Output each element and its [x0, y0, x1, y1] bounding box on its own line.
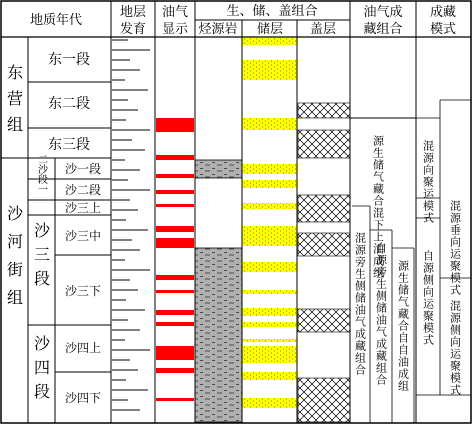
- reservoir-band: [242, 398, 297, 408]
- reservoir-band: [242, 180, 297, 188]
- oil-show-bar: [156, 204, 194, 207]
- formation-dongying: 东营组: [4, 64, 24, 142]
- reservoir-band: [242, 164, 297, 174]
- reservoir-band: [242, 118, 297, 130]
- reservoir-band: [242, 346, 297, 363]
- mode-mixed-source-lateral-migration: 混源侧向运聚模式: [448, 300, 462, 396]
- oil-show-bar: [156, 226, 194, 232]
- header-source: 烃源岩: [198, 22, 238, 37]
- combo-mixed-source-lower-generation-upper-storage: 源生储气藏合混下上油成组: [371, 135, 385, 279]
- submember-d2: 东二段: [48, 96, 90, 112]
- header-show-bot: 显示: [161, 22, 189, 37]
- header-cap: 盖层: [309, 22, 337, 37]
- oil-show-bar: [156, 346, 194, 360]
- submember-d3: 东三段: [48, 137, 90, 153]
- combo-mixed-source-side-storage: 混源旁生侧储油气成藏组合: [353, 232, 367, 376]
- oil-show-bar: [156, 238, 194, 248]
- oil-show-bar: [156, 190, 194, 194]
- submember-s3u: 沙三上: [64, 201, 102, 215]
- oil-show-bar: [156, 322, 194, 326]
- oil-show-bar: [156, 290, 194, 293]
- submember-s4l: 沙四下: [64, 391, 102, 405]
- oil-show-bar: [156, 275, 194, 280]
- cap-rock-column: [298, 103, 350, 422]
- reservoir-band: [242, 308, 297, 316]
- reservoir-band: [242, 203, 297, 209]
- header-dev-bot: 发育: [119, 22, 147, 37]
- header-dev-top: 地层: [119, 5, 147, 20]
- member-sha4: 沙四段: [31, 335, 51, 407]
- reservoir-band: [242, 226, 297, 246]
- combo-self-generation-self-storage: 源生储气藏合自自油成组: [396, 260, 410, 392]
- oil-show-bar: [156, 398, 194, 401]
- mode-mixed-source-vertical-migration-upper: 混源向聚运模式: [421, 140, 435, 224]
- reservoir-band: [242, 60, 297, 80]
- header-era: 地质年代: [29, 13, 83, 28]
- submember-s2b: 沙二段: [64, 183, 102, 197]
- oil-show-column: [156, 118, 194, 401]
- reservoir-band: [242, 262, 297, 272]
- oil-show-bar: [156, 368, 194, 373]
- submember-s1: 沙一段: [64, 162, 102, 176]
- submember-d1: 东一段: [48, 52, 90, 68]
- oil-show-bar: [156, 174, 194, 178]
- header-combo-top: 油气成: [363, 5, 403, 20]
- reservoir-band: [242, 322, 297, 327]
- submember-s3m: 沙三中: [64, 229, 102, 243]
- header-group: 生、储、盖组合: [226, 4, 318, 19]
- oil-show-bar: [156, 155, 194, 160]
- mode-mixed-source-vertical-migration: 混源垂向运聚模式: [448, 200, 462, 296]
- combo-self-source-side-storage: 自源旁生侧储油气成藏组合: [374, 242, 388, 386]
- header-mode-bot: 模式: [429, 22, 457, 37]
- cap-rock-band: [298, 233, 350, 256]
- cap-rock-band: [298, 195, 350, 222]
- strata-development-column: [112, 40, 150, 410]
- cap-rock-band: [298, 378, 350, 422]
- source-rock-band: [195, 160, 242, 178]
- header-show-top: 油气: [161, 5, 189, 20]
- member-sha3: 沙三段: [31, 222, 51, 294]
- oil-show-bar: [156, 118, 194, 132]
- oil-show-bar: [156, 310, 194, 315]
- reservoir-band: [242, 290, 297, 294]
- formation-shahejie: 沙河街组: [4, 205, 24, 317]
- cap-rock-band: [298, 130, 350, 158]
- reservoir-band: [242, 38, 297, 45]
- mode-self-source-lateral-migration: 自源侧向运聚模式: [421, 250, 435, 346]
- cap-rock-band: [298, 103, 350, 118]
- source-rock-band: [195, 248, 242, 422]
- submember-s4u: 沙四上: [64, 341, 102, 355]
- reservoir-band: [242, 372, 297, 380]
- header-mode-top: 成藏: [429, 5, 457, 20]
- header-reservoir: 储层: [256, 22, 284, 37]
- reservoir-band: [242, 339, 297, 342]
- submember-s2: 二沙段一: [35, 154, 47, 194]
- reservoir-column: [242, 38, 297, 408]
- cap-rock-band: [298, 309, 350, 332]
- submember-s3l: 沙三下: [64, 284, 102, 298]
- source-rock-column: [195, 160, 242, 422]
- header-combo-bot: 藏组合: [363, 22, 403, 37]
